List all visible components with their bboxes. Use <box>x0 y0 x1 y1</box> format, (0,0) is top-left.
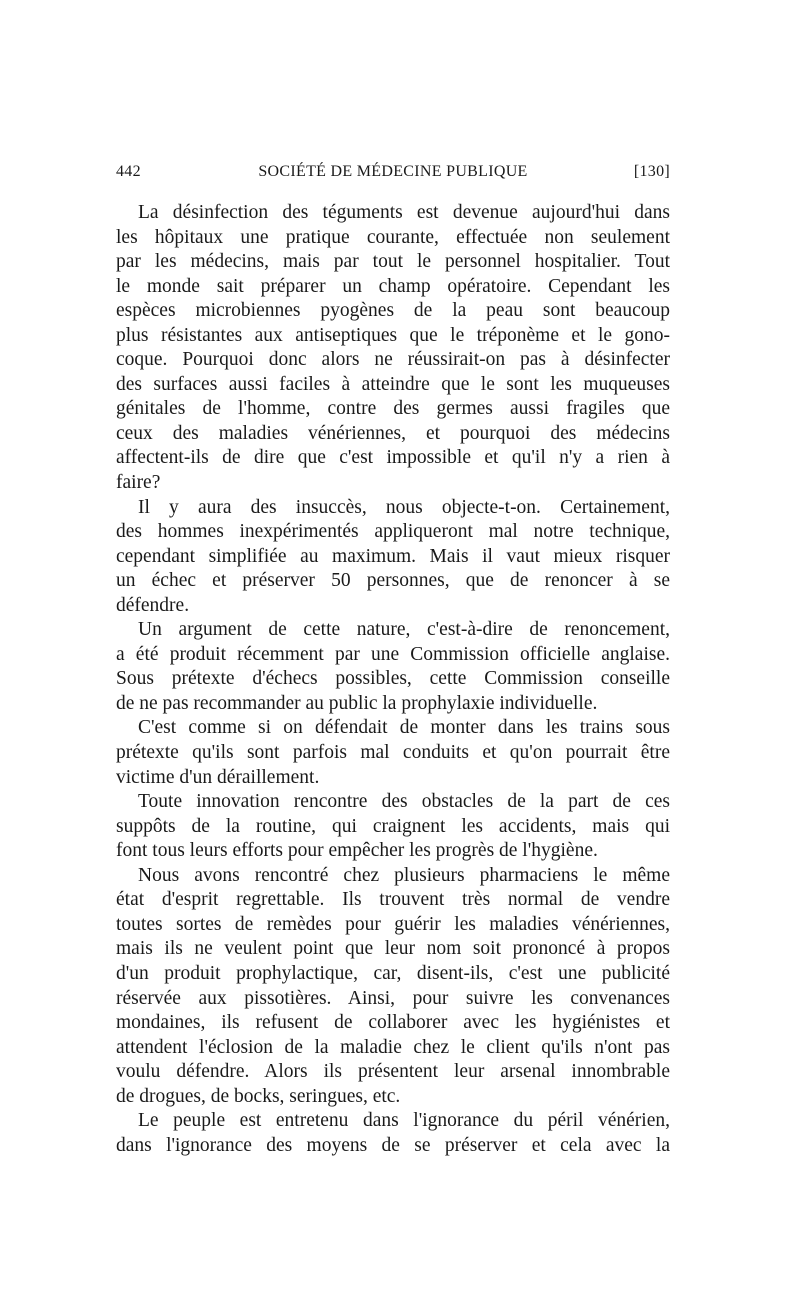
text-line: un échec et préserver 50 personnes, que de renoncer à se <box>116 570 670 592</box>
paragraph <box>116 864 670 1109</box>
text-line: état d'esprit regrettable. Ils trouvent très normal de vendre <box>116 889 670 911</box>
paragraph <box>116 618 670 716</box>
text-line: Un argument de cette nature, c'est-à-dire de renoncement, <box>138 619 670 641</box>
text-line: toutes sortes de remèdes pour guérir les maladies vénériennes, <box>116 913 670 935</box>
text-line: mais ils ne veulent point que leur nom soit prononcé à propos <box>116 938 670 960</box>
paragraph <box>116 790 670 864</box>
text-line: dans l'ignorance des moyens de se préserver et cela avec la <box>116 1134 670 1156</box>
text-line: d'un produit prophylactique, car, disent-ils, c'est une publicité <box>116 962 670 984</box>
paragraph <box>116 201 670 496</box>
text-line: Toute innovation rencontre des obstacles de la part de ces <box>138 791 670 813</box>
paragraph <box>116 1109 670 1158</box>
text-line: espèces microbiennes pyogènes de la peau sont beaucoup <box>116 300 670 322</box>
text-line: voulu défendre. Alors ils présentent leur arsenal innombrable <box>116 1061 670 1083</box>
text-line: réservée aux pissotières. Ainsi, pour suivre les convenances <box>116 987 670 1009</box>
text-line: plus résistantes aux antiseptiques que le tréponème et le gono- <box>116 324 670 346</box>
text-line: Il y aura des insuccès, nous objecte-t-on. Certainement, <box>138 496 670 518</box>
text-line: Sous prétexte d'échecs possibles, cette Commission conseille <box>116 668 670 690</box>
text-line: attendent l'éclosion de la maladie chez le client qu'ils n'ont pas <box>116 1036 670 1058</box>
text-line: cependant simplifiée au maximum. Mais il vaut mieux risquer <box>116 545 670 567</box>
text-line: de drogues, de bocks, seringues, etc. <box>116 1085 401 1107</box>
text-line: affectent-ils de dire que c'est impossible et qu'il n'y a rien à <box>116 447 670 469</box>
text-line: de ne pas recommander au public la prophylaxie individuelle. <box>116 692 598 714</box>
page-body <box>116 201 670 1158</box>
text-line: coque. Pourquoi donc alors ne réussirait-on pas à désinfecter <box>116 349 670 371</box>
text-line: suppôts de la routine, qui craignent les accidents, mais qui <box>116 815 670 837</box>
paragraph <box>116 716 670 790</box>
text-line: des surfaces aussi faciles à atteindre que le sont les muqueuses <box>116 373 670 395</box>
text-line: ceux des maladies vénériennes, et pourquoi des médecins <box>116 422 670 444</box>
paragraph <box>116 496 670 619</box>
page-number: 442 <box>116 163 141 180</box>
text-line: défendre. <box>116 594 190 616</box>
text-line: des hommes inexpérimentés appliqueront mal notre technique, <box>116 521 670 543</box>
text-line: font tous leurs efforts pour empêcher les progrès de l'hygiène. <box>116 840 598 862</box>
running-title: SOCIÉTÉ DE MÉDECINE PUBLIQUE <box>258 163 528 180</box>
text-line: Le peuple est entretenu dans l'ignorance du péril vénérien, <box>138 1110 670 1132</box>
text-line: La désinfection des téguments est devenue aujourd'hui dans <box>138 202 670 223</box>
text-line: le monde sait préparer un champ opératoire. Cependant les <box>116 275 670 297</box>
text-line: génitales de l'homme, contre des germes aussi fragiles que <box>116 398 670 420</box>
text-line: C'est comme si on défendait de monter dans les trains sous <box>138 717 670 739</box>
text-line: a été produit récemment par une Commission officielle anglaise. <box>116 643 670 665</box>
text-line: victime d'un déraillement. <box>116 766 320 788</box>
running-header <box>116 163 670 189</box>
text-line: mondaines, ils refusent de collaborer avec les hygiénistes et <box>116 1012 670 1034</box>
text-line: prétexte qu'ils sont parfois mal conduits et qu'on pourrait être <box>116 742 670 764</box>
text-line: par les médecins, mais par tout le personnel hospitalier. Tout <box>116 251 670 273</box>
section-number: [130] <box>633 163 670 180</box>
text-line: Nous avons rencontré chez plusieurs pharmaciens le même <box>138 864 670 886</box>
text-line: faire? <box>116 472 161 494</box>
text-line: les hôpitaux une pratique courante, effectuée non seulement <box>116 226 670 248</box>
